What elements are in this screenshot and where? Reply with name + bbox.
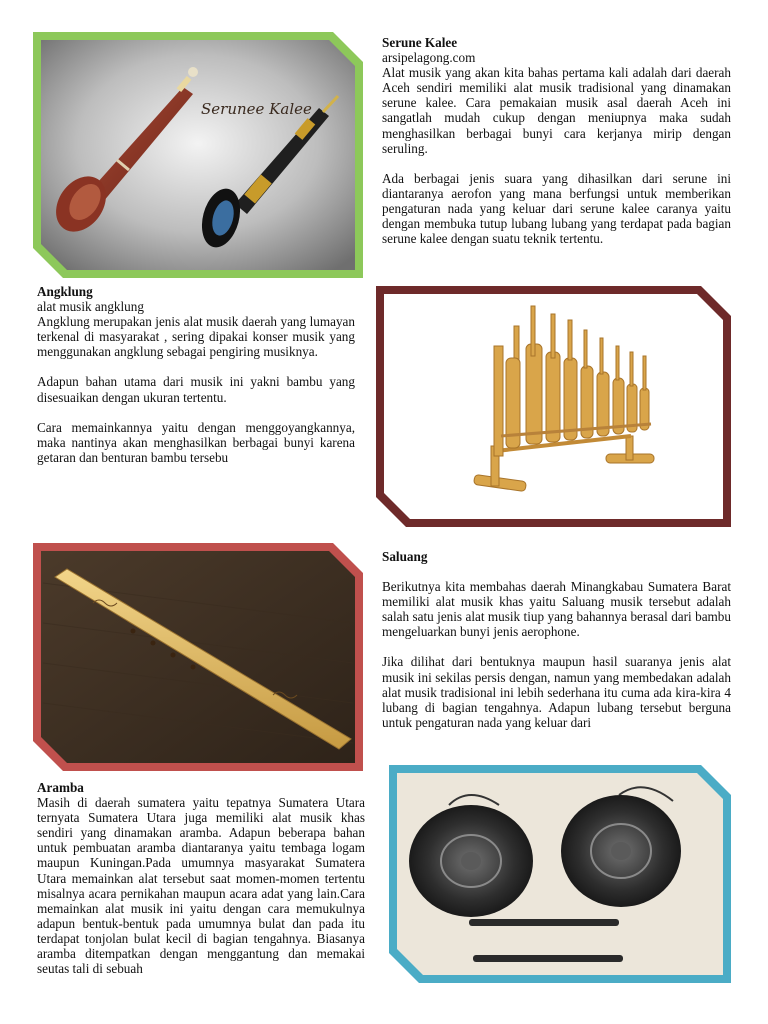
paragraph: Cara memainkannya yaitu dengan menggoyangkannya, maka nantinya akan menghasilkan berbagai bunyi karena getaran dan benturan bambu tersebu <box>37 419 355 465</box>
paragraph: Berikutnya kita membahas daerah Minangkabau Sumatera Barat memiliki alat musik khas yaitu Saluang musik tersebut adalah salah satu jenis alat musik tiup yang bahannya berasal dari bambu mengeluarkan bunyi jenis aerophone. <box>382 579 731 640</box>
paragraph: Alat musik yang akan kita bahas pertama kali adalah dari daerah Aceh sendiri memiliki alat musik tradisional yang dinamakan serune kalee. Cara pemakaian musik asal daerah Aceh ini sangatlah mudah cukup dengan meniupnya maka sudah menghasilkan berbagai bunyi cara kerjanya mirip dengan seruling. <box>382 65 731 156</box>
paragraph: Masih di daerah sumatera yaitu tepatnya Sumatera Utara ternyata Sumatera Utara juga memiliki alat musik khas sendiri yang dinamakan aramba. Adapun beberapa bahan untuk pembuatan aramba diantaranya yaitu tembaga logam maupun Kuningan.Pada umumnya masyarakat Sumatera Utara memainkan alat tersebut saat momen-momen tertentu misalnya acara pernikahan maupun acara adat yang lain.Cara memainkan alat musik ini yaitu dengan cara memukulnya adapun bentuk-bentuk pada umumnya bulat dan pada itu terdapat tonjolan bulat kecil di bagian tengahnya. Biasanya aramba ditempatkan dengan menggantung dan memakai seutas tali di sebuah <box>37 795 365 977</box>
aramba-section <box>37 780 365 976</box>
serune-image-caption: Serunee Kalee <box>201 100 312 118</box>
aramba-image <box>389 765 731 983</box>
saluang-section <box>382 549 731 730</box>
section-title: Serune Kalee <box>382 35 458 50</box>
subtitle-text: alat musik angklung <box>37 299 144 315</box>
saluang-image <box>33 543 363 771</box>
serune-kalee-image <box>33 32 363 278</box>
paragraph: Adapun bahan utama dari musik ini yakni bambu yang disesuaikan dengan ukuran tertentu. <box>37 374 355 405</box>
section-title: Aramba <box>37 780 84 795</box>
mallet-stick-icon <box>473 955 623 962</box>
source-text: arsipelagong.com <box>382 50 476 66</box>
paragraph: Ada berbagai jenis suara yang dihasilkan dari serune ini diantaranya aerofon yang mana berfungsi untuk memberikan pengaturan nada yang keluar dari serune kalee caranya yaitu dengan membuka tutup lubang lubang yang terdapat pada bagian serune kalee dengan suatu teknik tertentu. <box>382 170 731 247</box>
paragraph: Jika dilihat dari bentuknya maupun hasil suaranya jenis alat musik ini sekilas persis dengan, namun yang membedakan adalah alat musik tradisional ini lebih sederhana itu cuma ada kira-kira 4 lubang di bagian tengahnya. Adapun lubang tersebut berguna untuk pengaturan nada yang keluar dari <box>382 654 731 730</box>
mallet-stick-icon <box>469 919 619 926</box>
angklung-image <box>376 286 731 527</box>
serune-kalee-section <box>382 35 731 246</box>
section-title: Angklung <box>37 284 93 299</box>
angklung-section <box>37 284 355 465</box>
section-title: Saluang <box>382 549 428 564</box>
paragraph: Angklung merupakan jenis alat musik daerah yang lumayan terkenal di masyarakat , sering dipakai konser musik yang menggunakan angklung sebagai pengiring musiknya. <box>37 314 355 360</box>
